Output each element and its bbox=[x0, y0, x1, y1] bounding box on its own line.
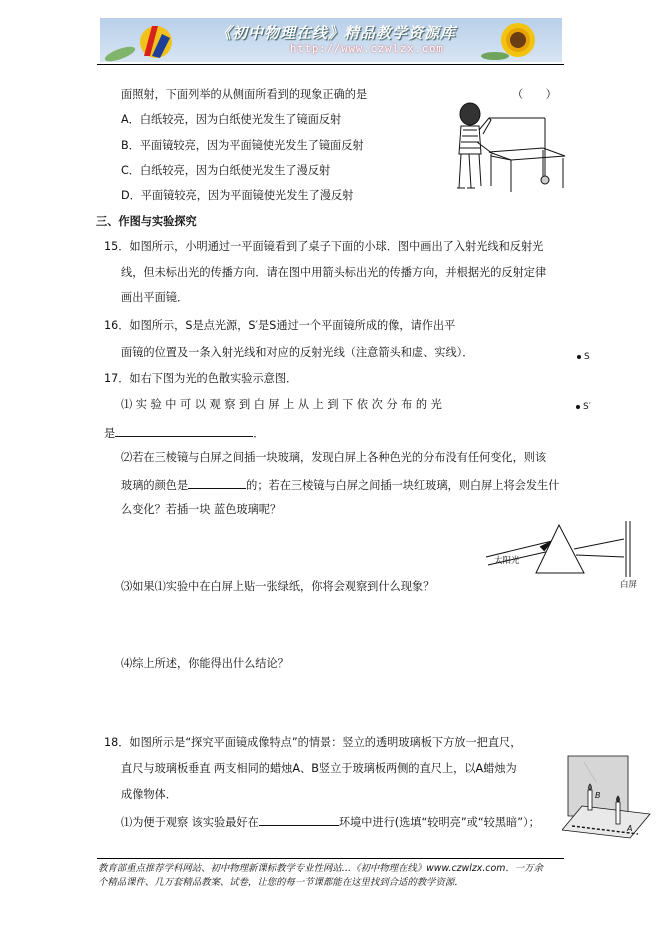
q17-p1-blank[interactable] bbox=[115, 425, 253, 437]
mirror-candle-figure bbox=[562, 752, 654, 840]
footer-line1: 教育部重点推荐学科网站、初中物理新课标教学专业性网站…《初中物理在线》www.czwlzx.com．一万余 bbox=[98, 863, 543, 874]
q17-p2-line2 bbox=[121, 477, 559, 493]
q18-p1-blank[interactable] bbox=[259, 814, 339, 826]
q17-p1-line1: ⑴ 实 验 中 可 以 观 察 到 白 屏 上 从 上 到 下 依 次 分 布 的 光 bbox=[121, 398, 442, 411]
header-rule bbox=[97, 64, 564, 65]
candle-a bbox=[616, 802, 620, 824]
q17-p1-suffix: ． bbox=[253, 427, 265, 440]
q15-line1: 15．如图所示，小明通过一平面镜看到了桌子下面的小球．图中画出了入射光线和反射光 bbox=[104, 240, 544, 253]
q17-p2-line1: ⑵若在三棱镜与白屏之间插一块玻璃，发现白屏上各种色光的分布没有任何变化，则该 bbox=[121, 451, 547, 464]
q18-line1: 18．如图所示是“探究平面镜成像特点”的情景：竖立的透明玻璃板下方放一把直尺， bbox=[104, 736, 522, 749]
point-s-prime-label: S′ bbox=[583, 402, 591, 412]
q17-p3: ⑶如果⑴实验中在白屏上贴一张绿纸，你将会观察到什么现象？ bbox=[121, 580, 435, 593]
point-s-prime-dot bbox=[576, 405, 580, 409]
q14-option-b: B．平面镜较亮，因为平面镜使光发生了镜面反射 bbox=[121, 139, 364, 152]
footer-line2: 个精品课件、几万套精品教案、试卷，让您的每一节课都能在这里找到合适的教学资源． bbox=[98, 877, 464, 888]
sunflower-icon bbox=[501, 23, 535, 57]
q14-answer-blank[interactable]: （ ） bbox=[512, 88, 557, 101]
q14-option-d: D．平面镜较亮，因为平面镜使光发生了漫反射 bbox=[121, 189, 354, 202]
banner-title: 《初中物理在线》精品教学资源库 bbox=[216, 24, 457, 42]
q15-line3: 画出平面镜． bbox=[121, 291, 189, 304]
q14-option-c: C．白纸较亮，因为白纸使光发生了漫反射 bbox=[121, 164, 331, 177]
q18-line2: 直尺与玻璃板垂直 两支相同的蜡烛A、B竖立于玻璃板两侧的直尺上，以A蜡烛为 bbox=[121, 762, 517, 775]
candle-a-label: A bbox=[627, 824, 633, 833]
q15-line2: 线，但未标出光的传播方向．请在图中用箭头标出光的传播方向，并根据光的反射定律 bbox=[121, 266, 547, 279]
q16-line1: 16．如图所示，S是点光源，S′是S通过一个平面镜所成的像，请作出平 bbox=[104, 319, 456, 332]
candle-b-label: B bbox=[595, 791, 601, 800]
q18-p1-suffix: 环境中进行(选填“较明亮”或“较黑暗”）； bbox=[338, 816, 540, 829]
q14-figure bbox=[445, 100, 575, 192]
flame-b-icon bbox=[589, 784, 592, 790]
banner-url[interactable]: http://www.czwlzx.com bbox=[290, 43, 444, 55]
sunlight-label: 太阳光 bbox=[494, 556, 520, 566]
q17-p2-suffix: 的；若在三棱镜与白屏之间插一块红玻璃，则白屏上将会发生什 bbox=[246, 479, 560, 492]
section3-title: 三、作图与实验探究 bbox=[96, 215, 197, 228]
screen-label: 白屏 bbox=[620, 580, 638, 590]
site-logo-icon bbox=[140, 26, 172, 58]
q17-p1-prefix: 是 bbox=[104, 427, 116, 440]
dispersed-ray-top bbox=[574, 539, 624, 549]
q17-p1-line2 bbox=[104, 425, 264, 441]
point-s-label: S bbox=[584, 352, 590, 362]
dispersed-ray-bottom bbox=[576, 555, 624, 557]
q17-p2-blank[interactable] bbox=[188, 477, 246, 489]
point-s-dot bbox=[577, 355, 581, 359]
q14-stem: 面照射，下面列举的从侧面所看到的现象正确的是 bbox=[121, 88, 368, 101]
q18-p1-prefix: ⑴为便于观察 该实验最好在 bbox=[121, 816, 259, 829]
q18-line3: 成像物体． bbox=[121, 788, 177, 801]
q17-line1: 17．如右下图为光的色散实验示意图． bbox=[104, 372, 298, 385]
header-banner bbox=[100, 18, 562, 62]
footer-rule bbox=[97, 858, 564, 859]
candle-b bbox=[588, 790, 592, 810]
q17-p4: ⑷综上所述，你能得出什么结论？ bbox=[121, 657, 289, 670]
q16-line2: 面镜的位置及一条入射光线和对应的反射光线（注意箭头和虚、实线）． bbox=[121, 346, 474, 359]
q17-p2-line3: 么变化？若插一块 蓝色玻璃呢？ bbox=[121, 503, 282, 516]
q14-option-a: A．白纸较亮，因为白纸使光发生了镜面反射 bbox=[121, 113, 342, 126]
q17-p2-prefix: 玻璃的颜色是 bbox=[121, 479, 189, 492]
q18-p1 bbox=[121, 814, 540, 830]
flame-a-icon bbox=[617, 796, 620, 802]
